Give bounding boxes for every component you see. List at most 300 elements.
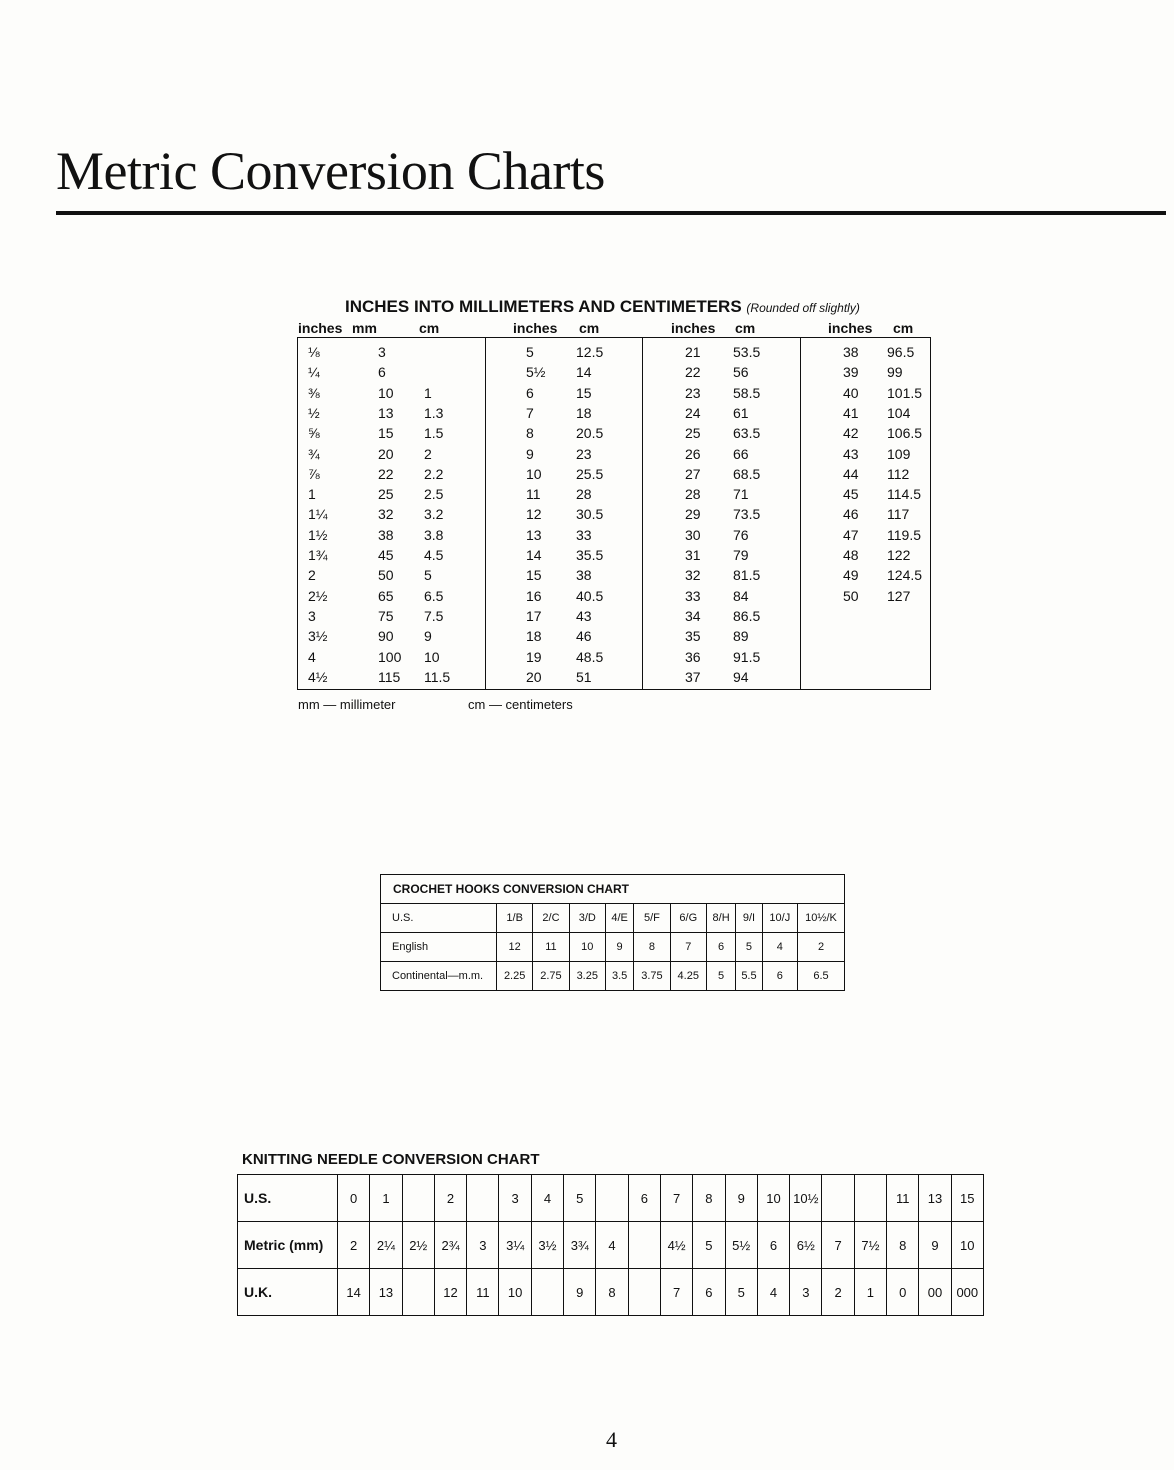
table-cell: 12.5 (576, 344, 604, 360)
table-cell: 1 (854, 1269, 886, 1316)
table-cell: 5 (706, 962, 735, 991)
table-cell: 4 (531, 1175, 563, 1222)
header-inches: inches (828, 320, 873, 336)
table-row (486, 425, 642, 445)
table-cell: 58.5 (733, 384, 761, 401)
table-cell: 8 (526, 425, 534, 442)
table-cell: 0 (338, 1175, 370, 1222)
table-cell: 7.5 (424, 607, 444, 624)
table-cell: 9 (424, 628, 432, 645)
table-cell: 6 (628, 1175, 660, 1222)
table-cell: 7 (822, 1222, 854, 1269)
table-cell: 10/J (762, 904, 797, 933)
table-row (238, 1269, 984, 1316)
table-row (801, 405, 930, 425)
table-row (643, 588, 800, 608)
table-cell: 101.5 (887, 384, 923, 401)
table-cell: 1 (424, 384, 432, 401)
inches-table-title (345, 297, 860, 317)
table-cell: 73.5 (733, 506, 761, 523)
table-row (801, 547, 930, 567)
table-cell: 12 (526, 506, 542, 523)
table-cell: 2.25 (497, 962, 533, 991)
table-cell: 1 (308, 486, 316, 503)
table-cell: 117 (887, 506, 910, 523)
table-cell: 9 (564, 1269, 596, 1316)
table-cell: 18 (526, 628, 542, 645)
table-cell: 2 (308, 567, 316, 584)
table-cell: 00 (919, 1269, 951, 1316)
table-row (486, 588, 642, 608)
table-cell: 10 (499, 1269, 531, 1316)
table-cell: 9 (605, 933, 633, 962)
table-cell: 25 (685, 425, 701, 442)
table-cell (467, 1175, 499, 1222)
table-cell: 7½ (854, 1222, 886, 1269)
table-row (298, 506, 485, 526)
table-cell: 8 (596, 1269, 628, 1316)
table-row (486, 486, 642, 506)
table-cell: ¾ (308, 445, 320, 462)
inches-table-headers (298, 320, 932, 338)
table-cell: 5½ (526, 364, 546, 381)
table-cell: 30 (685, 526, 701, 543)
table-cell (531, 1269, 563, 1316)
table-cell: 4½ (308, 668, 328, 685)
table-cell: 4 (308, 648, 316, 665)
table-row (298, 588, 485, 608)
table-cell: 41 (843, 404, 859, 421)
table-cell: 50 (378, 567, 394, 584)
table-row (486, 405, 642, 425)
table-cell: 8 (693, 1175, 725, 1222)
table-cell: 2½ (402, 1222, 434, 1269)
table-cell: 30.5 (576, 506, 604, 523)
table-cell: 6.5 (424, 587, 444, 604)
table-cell: 1¼ (308, 506, 328, 523)
table-cell: 42 (843, 425, 859, 442)
table-cell: 48 (843, 547, 859, 563)
table-cell: 12 (497, 933, 533, 962)
table-cell: 34 (685, 607, 701, 624)
table-cell: 43 (576, 607, 592, 624)
table-row (298, 364, 485, 384)
table-cell (628, 1222, 660, 1269)
table-row (298, 425, 485, 445)
table-cell (854, 1175, 886, 1222)
table-cell: 38 (843, 344, 859, 360)
table-row (381, 904, 845, 933)
table-cell: 15 (526, 567, 542, 584)
table-cell: 3 (308, 607, 316, 624)
table-cell: 81.5 (733, 567, 761, 584)
header-inches: inches (298, 320, 343, 336)
table-row (486, 506, 642, 526)
table-row (801, 344, 930, 364)
table-cell: 115 (378, 668, 401, 685)
table-cell: 45 (378, 547, 394, 563)
table-row (801, 527, 930, 547)
table-row (298, 385, 485, 405)
table-cell: 35 (685, 628, 701, 645)
table-cell: 5 (725, 1269, 757, 1316)
abbr-mm: mm — millimeter (298, 697, 396, 712)
table-cell: 9 (725, 1175, 757, 1222)
table-cell: 32 (685, 567, 701, 584)
table-cell: 2¾ (434, 1222, 466, 1269)
table-cell: 39 (843, 364, 859, 381)
table-row (801, 385, 930, 405)
table-cell (402, 1175, 434, 1222)
table-cell: 3 (499, 1175, 531, 1222)
table-cell: 43 (843, 445, 859, 462)
table-cell (822, 1175, 854, 1222)
table-row (643, 567, 800, 587)
table-cell: 14 (526, 547, 542, 563)
table-cell: 9 (919, 1222, 951, 1269)
table-row (298, 527, 485, 547)
table-cell: 3.25 (569, 962, 605, 991)
table-cell: 29 (685, 506, 701, 523)
table-cell: 11 (533, 933, 569, 962)
table-cell: 11.5 (424, 668, 451, 685)
table-cell: 124.5 (887, 567, 923, 584)
title-rule (56, 211, 1166, 215)
row-label: Metric (mm) (238, 1222, 338, 1269)
table-row (801, 446, 930, 466)
header-cm: cm (419, 320, 440, 336)
table-cell: 38 (378, 526, 394, 543)
table-cell: 16 (526, 587, 542, 604)
table-cell: 6/G (670, 904, 706, 933)
table-cell: 86.5 (733, 607, 761, 624)
table-row (486, 446, 642, 466)
table-row (643, 527, 800, 547)
table-row (643, 466, 800, 486)
table-row (643, 486, 800, 506)
table-cell: 13 (378, 404, 394, 421)
table-cell: 61 (733, 404, 749, 421)
table-cell: 11 (887, 1175, 919, 1222)
table-cell: 119.5 (887, 526, 921, 543)
table-cell (596, 1175, 628, 1222)
table-row (298, 547, 485, 567)
header-mm: mm (352, 320, 377, 336)
table-cell: 6 (378, 364, 386, 381)
table-cell: ⅝ (308, 425, 320, 442)
table-row (486, 527, 642, 547)
table-row (486, 547, 642, 567)
table-cell: 5 (564, 1175, 596, 1222)
table-cell: 100 (378, 648, 402, 665)
table-cell: 10 (526, 465, 542, 482)
inches-column-3 (642, 338, 800, 689)
table-cell: 15 (576, 384, 592, 401)
table-cell: 96.5 (887, 344, 915, 360)
table-cell: 1.3 (424, 404, 444, 421)
table-row (801, 425, 930, 445)
table-cell: ⅛ (308, 344, 320, 360)
table-row (298, 466, 485, 486)
table-cell: 20.5 (576, 425, 604, 442)
table-cell: 10 (378, 384, 394, 401)
table-cell: 17 (526, 607, 542, 624)
table-row (486, 567, 642, 587)
table-cell: 13 (919, 1175, 951, 1222)
table-cell: 5.5 (736, 962, 762, 991)
table-cell (628, 1269, 660, 1316)
table-row (643, 364, 800, 384)
table-cell: 28 (576, 486, 592, 503)
header-inches: inches (513, 320, 558, 336)
table-row (298, 628, 485, 648)
table-cell: 40.5 (576, 587, 604, 604)
table-cell: 5 (526, 344, 534, 360)
table-cell: 38 (576, 567, 592, 584)
table-row (801, 466, 930, 486)
table-cell: 51 (576, 668, 592, 685)
table-cell: 5 (424, 567, 432, 584)
table-cell: 0 (887, 1269, 919, 1316)
table-cell: ½ (308, 404, 320, 421)
table-cell: 33 (685, 587, 701, 604)
inches-table (297, 337, 931, 690)
table-cell: 109 (887, 445, 911, 462)
table-cell: 21 (685, 344, 701, 360)
table-cell: 5/F (634, 904, 670, 933)
table-row (486, 608, 642, 628)
table-row (298, 486, 485, 506)
table-row (298, 446, 485, 466)
table-cell: 4/E (605, 904, 633, 933)
table-cell: 79 (733, 547, 749, 563)
table-cell: 56 (733, 364, 749, 381)
table-cell: 4 (757, 1269, 789, 1316)
table-cell: 49 (843, 567, 859, 584)
table-cell: 11 (467, 1269, 499, 1316)
table-cell: 75 (378, 607, 394, 624)
table-cell: 68.5 (733, 465, 761, 482)
table-cell: 15 (951, 1175, 983, 1222)
table-cell: 3¼ (499, 1222, 531, 1269)
inches-column-2 (485, 338, 642, 689)
table-cell: 65 (378, 587, 394, 604)
table-row (643, 425, 800, 445)
table-cell: 4 (596, 1222, 628, 1269)
table-row (486, 344, 642, 364)
table-cell: 63.5 (733, 425, 761, 442)
table-cell: 7 (670, 933, 706, 962)
table-cell: 000 (951, 1269, 983, 1316)
table-cell: 2.75 (533, 962, 569, 991)
table-cell: 10½/K (798, 904, 845, 933)
table-cell: ⅜ (308, 384, 320, 401)
table-cell: 8 (634, 933, 670, 962)
table-cell: 20 (378, 445, 394, 462)
table-cell: 22 (378, 465, 394, 482)
table-cell: 35.5 (576, 547, 604, 563)
table-cell: 3.5 (605, 962, 633, 991)
table-cell: 10 (424, 648, 440, 665)
row-label: U.S. (381, 904, 497, 933)
table-cell: 14 (576, 364, 592, 381)
inches-column-4 (800, 338, 930, 689)
table-cell: 48.5 (576, 648, 604, 665)
table-cell: 31 (685, 547, 701, 563)
header-cm: cm (579, 320, 600, 336)
row-label: English (381, 933, 497, 962)
table-row (298, 405, 485, 425)
table-cell: 13 (370, 1269, 402, 1316)
table-cell: 127 (887, 587, 911, 604)
table-cell: 46 (843, 506, 859, 523)
crochet-table-title: CROCHET HOOKS CONVERSION CHART (381, 875, 845, 904)
table-cell: 45 (843, 486, 859, 503)
row-label: U.S. (238, 1175, 338, 1222)
table-cell: 47 (843, 526, 859, 543)
table-cell: 2½ (308, 587, 328, 604)
table-cell: 91.5 (733, 648, 761, 665)
table-cell: 3¾ (564, 1222, 596, 1269)
table-row (643, 649, 800, 669)
table-row (801, 567, 930, 587)
table-cell: 1 (370, 1175, 402, 1222)
table-cell: 10 (757, 1175, 789, 1222)
table-cell: 2 (798, 933, 845, 962)
table-cell: 9 (526, 445, 534, 462)
table-cell: 114.5 (887, 486, 921, 503)
table-row (643, 608, 800, 628)
table-cell: 24 (685, 404, 701, 421)
table-cell: 90 (378, 628, 394, 645)
table-cell: 9/I (736, 904, 762, 933)
table-cell: 6 (757, 1222, 789, 1269)
table-cell: 18 (576, 404, 592, 421)
table-cell: 14 (338, 1269, 370, 1316)
table-cell: 8 (887, 1222, 919, 1269)
table-cell: 53.5 (733, 344, 761, 360)
inches-table-title-text: INCHES INTO MILLIMETERS AND CENTIMETERS (345, 297, 742, 316)
table-cell: 5 (736, 933, 762, 962)
table-row (643, 385, 800, 405)
table-cell: 6 (706, 933, 735, 962)
table-row (486, 466, 642, 486)
table-cell: 15 (378, 425, 394, 442)
table-cell: 7 (526, 404, 534, 421)
table-row (486, 385, 642, 405)
table-row (486, 364, 642, 384)
table-cell: 2 (434, 1175, 466, 1222)
table-cell: 2.5 (424, 486, 444, 503)
table-cell: 2 (424, 445, 432, 462)
table-row (486, 628, 642, 648)
table-cell: 2/C (533, 904, 569, 933)
table-cell: 12 (434, 1269, 466, 1316)
knitting-table-title: KNITTING NEEDLE CONVERSION CHART (242, 1151, 540, 1168)
inches-column-1 (298, 338, 485, 689)
table-cell: 10½ (790, 1175, 822, 1222)
table-row (486, 649, 642, 669)
table-row (238, 1222, 984, 1269)
table-cell: 94 (733, 668, 749, 685)
table-cell: 7 (660, 1175, 692, 1222)
abbr-cm: cm — centimeters (468, 697, 573, 712)
table-cell: 7 (660, 1269, 692, 1316)
table-cell: 2 (822, 1269, 854, 1316)
header-cm: cm (893, 320, 914, 336)
table-cell: 3.8 (424, 526, 444, 543)
table-cell: 76 (733, 526, 749, 543)
table-cell: 104 (887, 404, 911, 421)
table-cell: 2.2 (424, 465, 444, 482)
table-cell: 50 (843, 587, 859, 604)
table-cell: 106.5 (887, 425, 923, 442)
table-cell: 1½ (308, 526, 328, 543)
table-cell: 84 (733, 587, 749, 604)
table-cell: 1¾ (308, 547, 328, 563)
table-row (486, 669, 642, 689)
table-row (643, 344, 800, 364)
table-row (643, 669, 800, 689)
table-cell: 6½ (790, 1222, 822, 1269)
table-cell: 37 (685, 668, 701, 685)
table-cell: 11 (526, 486, 541, 503)
table-cell: 19 (526, 648, 542, 665)
table-cell: 4½ (660, 1222, 692, 1269)
table-cell: 6.5 (798, 962, 845, 991)
table-cell: 33 (576, 526, 592, 543)
table-cell: 4.5 (424, 547, 444, 563)
table-cell: 40 (843, 384, 859, 401)
table-cell: 5½ (725, 1222, 757, 1269)
header-cm: cm (735, 320, 756, 336)
table-cell: 6 (762, 962, 797, 991)
table-row (643, 506, 800, 526)
table-row (298, 344, 485, 364)
table-cell: 112 (887, 465, 910, 482)
table-cell: 122 (887, 547, 911, 563)
table-cell: 4 (762, 933, 797, 962)
page-number: 4 (606, 1427, 617, 1452)
table-cell: 25.5 (576, 465, 604, 482)
row-label: Continental—m.m. (381, 962, 497, 991)
table-cell: 32 (378, 506, 394, 523)
inches-table-note: (Rounded off slightly) (746, 301, 860, 315)
row-label: U.K. (238, 1269, 338, 1316)
table-row (643, 547, 800, 567)
table-cell: 22 (685, 364, 701, 381)
table-row (801, 506, 930, 526)
table-cell: 3 (790, 1269, 822, 1316)
table-cell: 36 (685, 648, 701, 665)
table-cell: 25 (378, 486, 394, 503)
table-cell: 3 (467, 1222, 499, 1269)
table-row (381, 933, 845, 962)
table-cell: 20 (526, 668, 542, 685)
table-cell: 99 (887, 364, 903, 381)
table-cell: 8/H (706, 904, 735, 933)
table-cell: 26 (685, 445, 701, 462)
table-cell: 23 (685, 384, 701, 401)
table-row (643, 405, 800, 425)
table-cell: 10 (951, 1222, 983, 1269)
table-cell: 66 (733, 445, 749, 462)
table-cell: 23 (576, 445, 592, 462)
table-cell: ¼ (308, 364, 320, 381)
table-cell: 44 (843, 465, 859, 482)
header-inches: inches (671, 320, 716, 336)
table-cell: 4.25 (670, 962, 706, 991)
